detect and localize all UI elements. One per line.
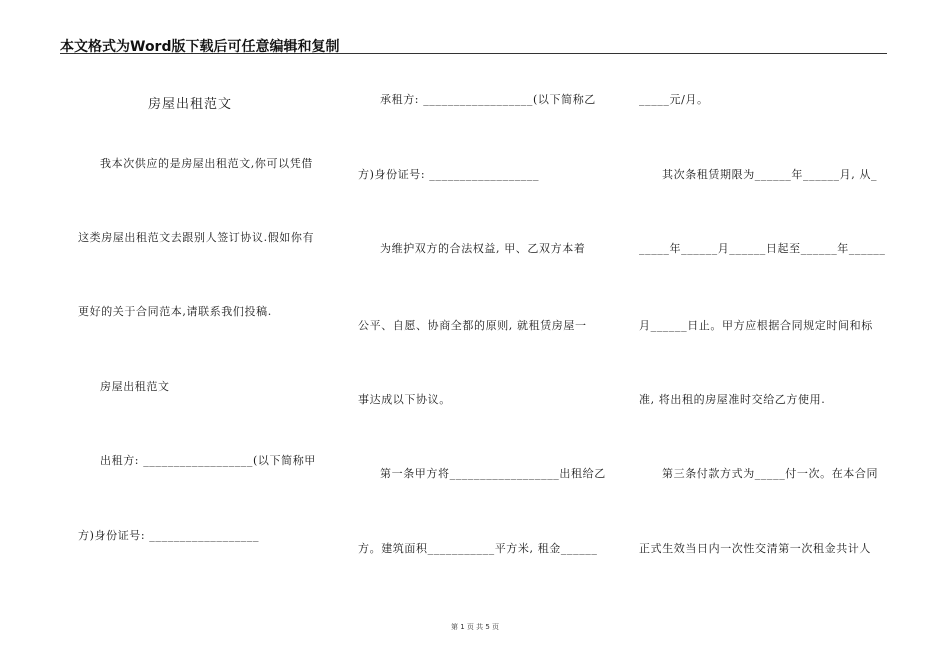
paragraph-line: 正式生效当日内一次性交清第一次租金共计人: [639, 542, 871, 555]
document-title: 房屋出租范文: [148, 97, 233, 112]
section-heading: 房屋出租范文: [100, 380, 170, 393]
paragraph-line: 第三条付款方式为_____付一次。在本合同: [662, 467, 879, 480]
header-divider: [60, 53, 887, 54]
paragraph-line: 公平、自愿、协商全都的原则, 就租赁房屋一: [358, 319, 587, 332]
paragraph-line: _____年______月______日起至______年______: [639, 242, 886, 255]
document-header-title: 本文格式为Word版下载后可任意编辑和复制: [60, 39, 340, 55]
paragraph-line: 承租方: __________________(以下简称乙: [380, 93, 596, 106]
paragraph-line: 我本次供应的是房屋出租范文,你可以凭借: [100, 157, 313, 170]
paragraph-line: 方)身份证号: __________________: [358, 168, 540, 181]
paragraph-line: 方)身份证号: __________________: [78, 529, 260, 542]
paragraph-line: 其次条租赁期限为______年______月, 从_: [662, 168, 878, 181]
paragraph-line: 月______日止。甲方应根据合同规定时间和标: [639, 319, 873, 332]
paragraph-line: 更好的关于合同范本,请联系我们投稿.: [78, 305, 272, 318]
paragraph-line: 事达成以下协议。: [358, 393, 451, 406]
paragraph-line: _____元/月。: [639, 93, 709, 106]
paragraph-line: 第一条甲方将__________________出租给乙: [380, 467, 606, 480]
paragraph-line: 为维护双方的合法权益, 甲、乙双方本着: [380, 242, 586, 255]
paragraph-line: 准, 将出租的房屋准时交给乙方使用.: [639, 393, 826, 406]
paragraph-line: 这类房屋出租范文去跟别人签订协议.假如你有: [78, 231, 315, 244]
paragraph-line: 方。建筑面积___________平方米, 租金______: [358, 542, 598, 555]
paragraph-line: 出租方: __________________(以下简称甲: [100, 454, 316, 467]
page-number: 第 1 页 共 5 页: [450, 623, 500, 631]
